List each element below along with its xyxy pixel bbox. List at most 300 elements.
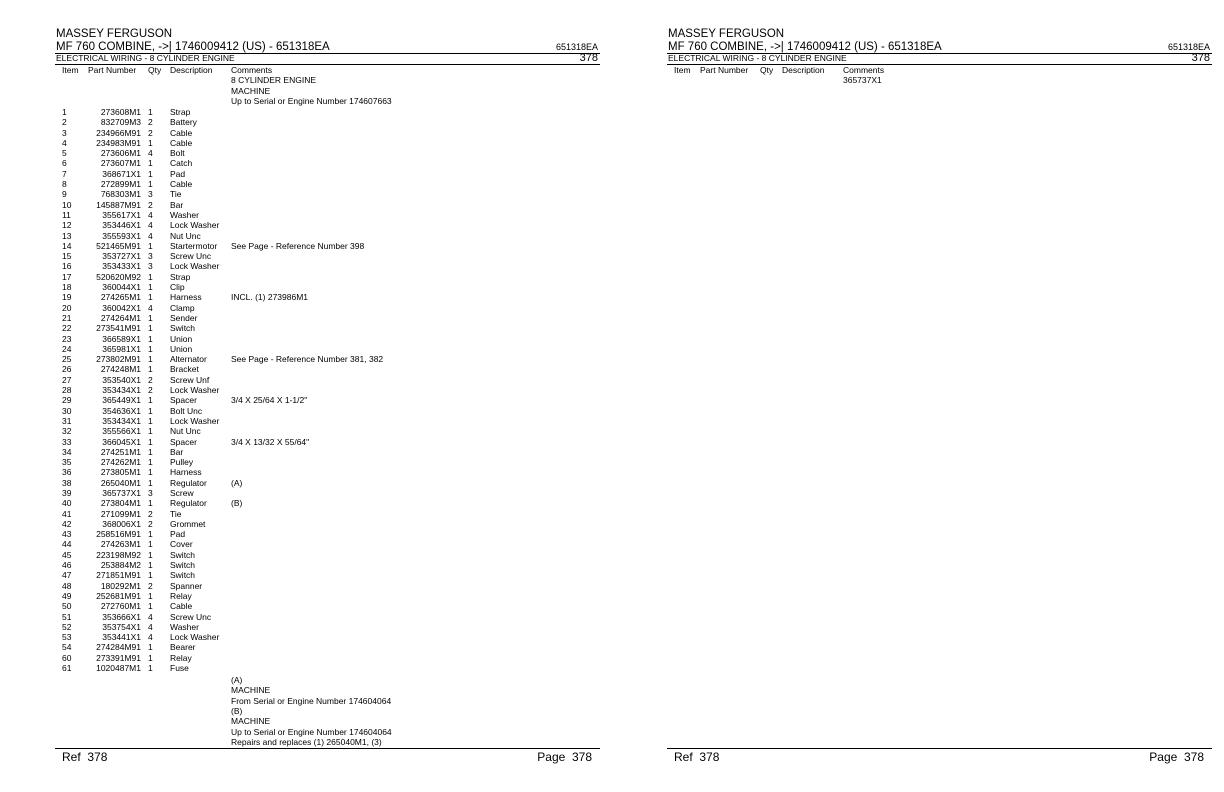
cell-part-number: 273541M91 xyxy=(96,323,141,334)
cell-description: Tie xyxy=(170,508,182,519)
cell-part-number: 1020487M1 xyxy=(96,663,141,674)
cell-qty: 1 xyxy=(148,158,153,169)
cell-description: Screw Unf xyxy=(170,374,210,385)
cell-qty: 2 xyxy=(148,508,153,519)
cell-part-number: 360042X1 xyxy=(102,302,141,313)
cell-description: Bracket xyxy=(170,364,199,375)
cell-part-number: 273608M1 xyxy=(100,107,141,117)
table-row xyxy=(0,653,600,663)
cell-qty: 3 xyxy=(148,251,153,262)
cell-description: Spanner xyxy=(170,580,203,591)
cell-qty: 1 xyxy=(148,436,153,447)
table-row xyxy=(0,251,600,261)
cell-part-number: 271099M1 xyxy=(100,508,141,519)
column-header-qty: Qty xyxy=(148,65,162,75)
cell-part-number: 832709M3 xyxy=(100,117,141,128)
cell-item: 7 xyxy=(62,168,67,179)
column-header-description: Description xyxy=(170,65,213,75)
cell-item: 31 xyxy=(62,415,72,426)
cell-qty: 1 xyxy=(148,364,153,375)
cell-part-number: 274251M1 xyxy=(100,446,141,457)
table-row xyxy=(0,498,600,508)
cell-description: Battery xyxy=(170,117,197,128)
cell-description: Washer xyxy=(170,621,199,632)
cell-qty: 1 xyxy=(148,179,153,190)
cell-part-number: 353441X1 xyxy=(102,632,141,643)
table-row xyxy=(0,560,600,570)
cell-qty: 2 xyxy=(148,117,153,128)
brand-title: MASSEY FERGUSON xyxy=(668,28,785,40)
cell-description: Cover xyxy=(170,539,193,550)
cell-qty: 3 xyxy=(148,189,153,200)
cell-item: 25 xyxy=(62,354,72,365)
cell-item: 54 xyxy=(62,642,72,653)
divider xyxy=(667,748,1212,749)
table-row xyxy=(0,158,600,168)
table-row xyxy=(0,581,600,591)
cell-qty: 1 xyxy=(148,477,153,488)
cell-description: Lock Washer xyxy=(170,220,220,231)
cell-part-number: 274248M1 xyxy=(100,364,141,375)
cell-comments: (B) xyxy=(231,498,243,509)
table-row xyxy=(0,231,600,241)
cell-item: 12 xyxy=(62,220,72,231)
cell-part-number: 145887M91 xyxy=(96,199,141,210)
footnote-line: MACHINE xyxy=(231,716,271,727)
cell-part-number: 273805M1 xyxy=(100,467,141,478)
cell-qty: 4 xyxy=(148,148,153,159)
cell-qty: 4 xyxy=(148,220,153,231)
cell-qty: 1 xyxy=(148,446,153,457)
table-row xyxy=(0,179,600,189)
cell-item: 18 xyxy=(62,282,72,293)
cell-item: 52 xyxy=(62,621,72,632)
cell-item: 1 xyxy=(62,107,67,117)
table-row xyxy=(0,138,600,148)
table-row xyxy=(0,395,600,405)
table-row xyxy=(0,261,600,271)
cell-qty: 1 xyxy=(148,405,153,416)
cell-item: 43 xyxy=(62,529,72,540)
column-header-comments: Comments xyxy=(843,65,885,75)
cell-qty: 1 xyxy=(148,292,153,303)
catalog-page-left xyxy=(0,0,600,792)
cell-item: 27 xyxy=(62,374,72,385)
table-row xyxy=(0,117,600,127)
cell-part-number: 274284M91 xyxy=(96,642,141,653)
table-row xyxy=(0,601,600,611)
cell-item: 20 xyxy=(62,302,72,313)
cell-item: 10 xyxy=(62,199,72,210)
cell-item: 51 xyxy=(62,611,72,622)
table-row xyxy=(0,416,600,426)
cell-item: 42 xyxy=(62,518,72,529)
cell-part-number: 253884M2 xyxy=(100,560,141,571)
cell-comments: 3/4 X 13/32 X 55/64" xyxy=(231,436,310,447)
cell-part-number: 273606M1 xyxy=(100,148,141,159)
section-title: ELECTRICAL WIRING - 8 CYLINDER ENGINE xyxy=(56,53,235,63)
table-row xyxy=(0,612,600,622)
table-row xyxy=(0,663,600,673)
cell-item: 36 xyxy=(62,467,72,478)
cell-description: Bar xyxy=(170,446,184,457)
column-header-comments: Comments xyxy=(231,65,273,75)
cell-comments: INCL. (1) 273986M1 xyxy=(231,292,309,303)
cell-description: Lock Washer xyxy=(170,385,220,396)
cell-qty: 1 xyxy=(148,426,153,437)
cell-description: Bar xyxy=(170,199,184,210)
catalog-page-right xyxy=(612,0,1212,792)
cell-description: Tie xyxy=(170,189,182,200)
cell-item: 45 xyxy=(62,549,72,560)
table-row xyxy=(0,200,600,210)
cell-part-number: 273804M1 xyxy=(100,498,141,509)
cell-part-number: 273391M91 xyxy=(96,652,141,663)
cell-qty: 4 xyxy=(148,302,153,313)
cell-part-number: 274262M1 xyxy=(100,457,141,468)
cell-description: Startermotor xyxy=(170,240,218,251)
cell-part-number: 252681M91 xyxy=(96,590,141,601)
cell-qty: 1 xyxy=(148,240,153,251)
cell-part-number: 368006X1 xyxy=(102,518,141,529)
cell-part-number: 274265M1 xyxy=(100,292,141,303)
cell-description: Switch xyxy=(170,560,196,571)
cell-description: Alternator xyxy=(170,354,207,365)
cell-description: Union xyxy=(170,333,193,344)
cell-part-number: 354636X1 xyxy=(102,405,141,416)
cell-qty: 4 xyxy=(148,632,153,643)
divider xyxy=(667,64,1212,65)
cell-description: Lock Washer xyxy=(170,415,220,426)
table-row xyxy=(0,488,600,498)
cell-item: 19 xyxy=(62,292,72,303)
cell-item: 32 xyxy=(62,426,72,437)
cell-part-number: 768303M1 xyxy=(100,189,141,200)
footnote-line: From Serial or Engine Number 174604064 xyxy=(231,695,392,706)
cell-item: 40 xyxy=(62,498,72,509)
column-header-description: Description xyxy=(782,65,825,75)
cell-qty: 2 xyxy=(148,385,153,396)
table-row xyxy=(0,591,600,601)
table-row xyxy=(0,570,600,580)
cell-qty: 1 xyxy=(148,457,153,468)
cell-description: Sender xyxy=(170,312,198,323)
cell-description: Harness xyxy=(170,292,202,303)
table-row xyxy=(0,334,600,344)
cell-part-number: 272760M1 xyxy=(100,601,141,612)
header-comment: Up to Serial or Engine Number 174607663 xyxy=(231,96,392,106)
cell-item: 48 xyxy=(62,580,72,591)
cell-qty: 1 xyxy=(148,642,153,653)
cell-description: Strap xyxy=(170,107,191,117)
cell-item: 17 xyxy=(62,271,72,282)
cell-comments: See Page - Reference Number 398 xyxy=(231,240,365,251)
table-row xyxy=(0,519,600,529)
cell-item: 8 xyxy=(62,179,67,190)
catalog-code: 651318EA xyxy=(1167,42,1210,52)
column-header-item: Item xyxy=(62,65,79,75)
table-row xyxy=(0,313,600,323)
table-row xyxy=(0,539,600,549)
cell-part-number: 273802M91 xyxy=(96,354,141,365)
cell-item: 61 xyxy=(62,663,72,674)
cell-item: 41 xyxy=(62,508,72,519)
cell-qty: 1 xyxy=(148,343,153,354)
header-comment: 8 CYLINDER ENGINE xyxy=(231,75,317,85)
cell-part-number: 365449X1 xyxy=(102,395,141,406)
cell-part-number: 265040M1 xyxy=(100,477,141,488)
cell-description: Harness xyxy=(170,467,202,478)
table-row xyxy=(0,344,600,354)
cell-item: 3 xyxy=(62,127,67,138)
cell-description: Strap xyxy=(170,271,191,282)
parts-table xyxy=(0,107,600,673)
table-row xyxy=(0,478,600,488)
cell-item: 11 xyxy=(62,209,71,220)
cell-part-number: 353754X1 xyxy=(102,621,141,632)
cell-part-number: 353446X1 xyxy=(102,220,141,231)
cell-part-number: 355593X1 xyxy=(102,230,141,241)
table-row xyxy=(0,292,600,302)
cell-description: Regulator xyxy=(170,477,207,488)
cell-item: 44 xyxy=(62,539,72,550)
cell-qty: 1 xyxy=(148,271,153,282)
table-row xyxy=(0,210,600,220)
cell-description: Regulator xyxy=(170,498,207,509)
cell-description: Catch xyxy=(170,158,193,169)
table-row xyxy=(0,169,600,179)
cell-part-number: 355566X1 xyxy=(102,426,141,437)
table-row xyxy=(0,385,600,395)
cell-item: 26 xyxy=(62,364,72,375)
cell-part-number: 234966M91 xyxy=(96,127,141,138)
table-row xyxy=(0,107,600,117)
cell-item: 13 xyxy=(62,230,72,241)
footer-page: Page 378 xyxy=(537,750,592,764)
cell-part-number: 365981X1 xyxy=(102,343,141,354)
cell-qty: 4 xyxy=(148,230,153,241)
cell-qty: 1 xyxy=(148,323,153,334)
cell-comments: (A) xyxy=(231,477,243,488)
cell-part-number: 366589X1 xyxy=(102,333,141,344)
cell-part-number: 353434X1 xyxy=(102,415,141,426)
cell-description: Clip xyxy=(170,282,185,293)
cell-qty: 1 xyxy=(148,590,153,601)
cell-description: Nut Unc xyxy=(170,426,201,437)
cell-item: 47 xyxy=(62,570,72,581)
cell-item: 23 xyxy=(62,333,72,344)
section-title: ELECTRICAL WIRING - 8 CYLINDER ENGINE xyxy=(668,53,847,63)
cell-part-number: 272899M1 xyxy=(100,179,141,190)
cell-description: Washer xyxy=(170,209,199,220)
cell-item: 6 xyxy=(62,158,67,169)
catalog-code: 651318EA xyxy=(555,42,598,52)
cell-part-number: 274263M1 xyxy=(100,539,141,550)
table-row xyxy=(0,509,600,519)
table-row xyxy=(0,303,600,313)
cell-qty: 1 xyxy=(148,663,153,674)
table-row xyxy=(0,282,600,292)
cell-item: 16 xyxy=(62,261,72,272)
cell-qty: 1 xyxy=(148,415,153,426)
cell-description: Clamp xyxy=(170,302,195,313)
table-row xyxy=(0,447,600,457)
cell-item: 34 xyxy=(62,446,72,457)
cell-item: 35 xyxy=(62,457,72,468)
cell-qty: 2 xyxy=(148,199,153,210)
cell-item: 60 xyxy=(62,652,72,663)
table-row xyxy=(0,364,600,374)
cell-part-number: 273607M1 xyxy=(100,158,141,169)
table-row xyxy=(0,550,600,560)
table-row xyxy=(0,189,600,199)
cell-description: Pulley xyxy=(170,457,194,468)
cell-item: 33 xyxy=(62,436,72,447)
cell-qty: 4 xyxy=(148,209,153,220)
cell-qty: 2 xyxy=(148,518,153,529)
table-row xyxy=(0,406,600,416)
cell-qty: 3 xyxy=(148,261,153,272)
cell-qty: 1 xyxy=(148,312,153,323)
cell-description: Fuse xyxy=(170,663,189,674)
cell-qty: 1 xyxy=(148,107,153,117)
cell-qty: 1 xyxy=(148,601,153,612)
cell-part-number: 180292M1 xyxy=(100,580,141,591)
table-row xyxy=(0,128,600,138)
table-row xyxy=(0,642,600,652)
cell-part-number: 353666X1 xyxy=(102,611,141,622)
footnote-line: (B) xyxy=(231,705,243,716)
cell-part-number: 360044X1 xyxy=(102,282,141,293)
cell-item: 21 xyxy=(62,312,72,323)
footer-ref: Ref 378 xyxy=(62,750,108,764)
reference-number: 378 xyxy=(579,52,598,64)
header-comment: MACHINE xyxy=(231,85,271,96)
cell-part-number: 366045X1 xyxy=(102,436,141,447)
cell-description: Bolt Unc xyxy=(170,405,203,416)
cell-description: Screw xyxy=(170,487,194,498)
cell-description: Spacer xyxy=(170,395,197,406)
cell-part-number: 353434X1 xyxy=(102,385,141,396)
model-title: MF 760 COMBINE, ->| 1746009412 (US) - 651318EA xyxy=(56,41,330,53)
cell-description: Pad xyxy=(170,529,186,540)
cell-description: Screw Unc xyxy=(170,251,212,262)
cell-part-number: 271851M91 xyxy=(96,570,141,581)
cell-description: Switch xyxy=(170,549,196,560)
table-row xyxy=(0,220,600,230)
column-header-part-number: Part Number xyxy=(700,65,749,75)
table-row xyxy=(0,467,600,477)
column-header-item: Item xyxy=(674,65,691,75)
cell-qty: 1 xyxy=(148,560,153,571)
table-row xyxy=(0,632,600,642)
cell-part-number: 520620M92 xyxy=(96,271,141,282)
cell-qty: 1 xyxy=(148,354,153,365)
table-row xyxy=(0,426,600,436)
cell-part-number: 353433X1 xyxy=(102,261,141,272)
cell-item: 2 xyxy=(62,117,67,128)
footnote-line: Repairs and replaces (1) 265040M1, (3) xyxy=(231,736,382,747)
cell-comments: 3/4 X 25/64 X 1-1/2" xyxy=(231,395,308,406)
cell-description: Lock Washer xyxy=(170,632,220,643)
cell-qty: 1 xyxy=(148,570,153,581)
footnote-line: (A) xyxy=(231,675,243,685)
cell-qty: 1 xyxy=(148,467,153,478)
cell-qty: 2 xyxy=(148,127,153,138)
cell-description: Nut Unc xyxy=(170,230,201,241)
cell-qty: 1 xyxy=(148,168,153,179)
cell-item: 9 xyxy=(62,189,67,200)
cell-qty: 1 xyxy=(148,549,153,560)
cell-item: 50 xyxy=(62,601,72,612)
table-row xyxy=(0,457,600,467)
header-comment: 365737X1 xyxy=(843,75,882,85)
cell-part-number: 258516M91 xyxy=(96,529,141,540)
cell-part-number: 368671X1 xyxy=(102,168,141,179)
table-row xyxy=(0,529,600,539)
cell-description: Switch xyxy=(170,323,196,334)
cell-description: Grommet xyxy=(170,518,206,529)
cell-item: 39 xyxy=(62,487,72,498)
cell-qty: 1 xyxy=(148,137,153,148)
cell-item: 29 xyxy=(62,395,72,406)
table-row xyxy=(0,272,600,282)
cell-item: 53 xyxy=(62,632,72,643)
cell-part-number: 223198M92 xyxy=(96,549,141,560)
cell-description: Cable xyxy=(170,137,193,148)
table-row xyxy=(0,622,600,632)
footnote-line: Up to Serial or Engine Number 174604064 xyxy=(231,726,392,737)
cell-part-number: 355617X1 xyxy=(102,209,141,220)
cell-item: 30 xyxy=(62,405,72,416)
cell-qty: 1 xyxy=(148,498,153,509)
reference-number: 378 xyxy=(1191,52,1210,64)
cell-qty: 1 xyxy=(148,333,153,344)
cell-description: Lock Washer xyxy=(170,261,220,272)
cell-item: 15 xyxy=(62,251,72,262)
cell-qty: 1 xyxy=(148,529,153,540)
cell-qty: 2 xyxy=(148,374,153,385)
cell-qty: 1 xyxy=(148,282,153,293)
cell-item: 49 xyxy=(62,590,72,601)
footer-ref: Ref 378 xyxy=(674,750,720,764)
table-row xyxy=(0,241,600,251)
cell-description: Bolt xyxy=(170,148,185,159)
table-row xyxy=(0,148,600,158)
cell-description: Cable xyxy=(170,179,193,190)
cell-item: 4 xyxy=(62,137,67,148)
cell-description: Cable xyxy=(170,601,193,612)
cell-qty: 1 xyxy=(148,652,153,663)
table-row xyxy=(0,437,600,447)
cell-item: 28 xyxy=(62,385,72,396)
cell-part-number: 274264M1 xyxy=(100,312,141,323)
cell-description: Switch xyxy=(170,570,196,581)
brand-title: MASSEY FERGUSON xyxy=(56,28,173,40)
divider xyxy=(55,748,600,749)
cell-qty: 4 xyxy=(148,611,153,622)
cell-item: 46 xyxy=(62,560,72,571)
model-title: MF 760 COMBINE, ->| 1746009412 (US) - 651318EA xyxy=(668,41,942,53)
cell-qty: 3 xyxy=(148,487,153,498)
cell-part-number: 353727X1 xyxy=(102,251,141,262)
table-row xyxy=(0,323,600,333)
column-header-part-number: Part Number xyxy=(88,65,137,75)
cell-description: Union xyxy=(170,343,193,354)
cell-item: 24 xyxy=(62,343,72,354)
cell-item: 14 xyxy=(62,240,72,251)
cell-description: Bearer xyxy=(170,642,196,653)
